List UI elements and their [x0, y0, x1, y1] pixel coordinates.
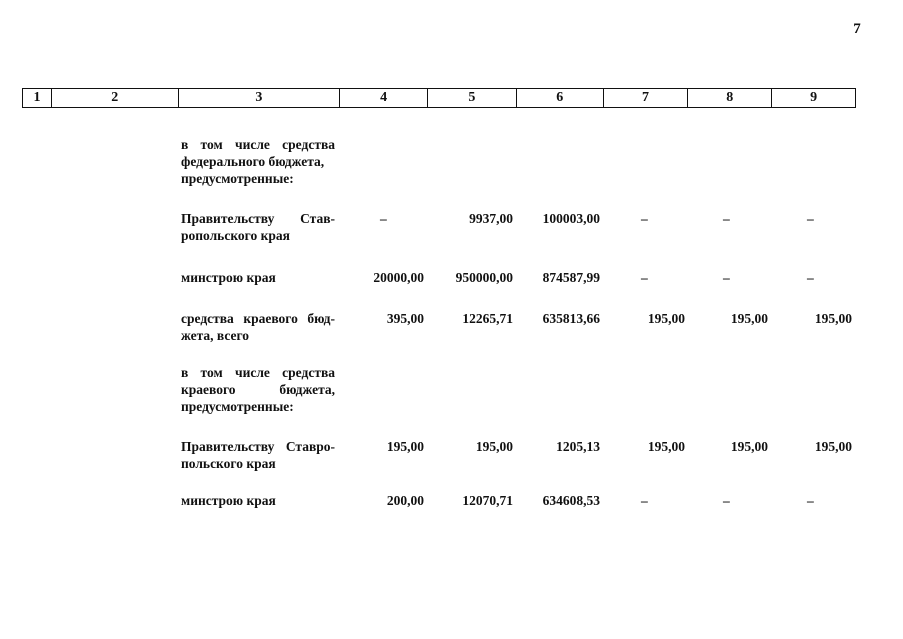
cell-col-6: 100003,00 — [542, 211, 600, 226]
cell-col-5: 9937,00 — [469, 211, 513, 226]
cell-col-9: – — [807, 270, 814, 285]
header-col-7: 7 — [604, 89, 689, 107]
row-label-line: жета, всего — [181, 328, 250, 343]
row-label — [181, 310, 335, 344]
cell-col-6: 634608,53 — [542, 493, 600, 508]
row-label-line: ропольского края — [181, 228, 290, 243]
header-col-4: 4 — [340, 89, 428, 107]
row-label-line: минстрою края — [181, 270, 276, 285]
row-label — [181, 210, 335, 244]
cell-col-5: 195,00 — [475, 439, 513, 454]
cell-col-8: 195,00 — [730, 311, 768, 326]
cell-col-4: 200,00 — [386, 493, 424, 508]
row-label-line: Правительству Став- — [181, 211, 335, 226]
row-label — [181, 136, 335, 187]
header-col-9: 9 — [810, 90, 818, 105]
row-label-line: польского края — [181, 456, 276, 471]
cell-col-9: 195,00 — [814, 311, 852, 326]
row-label-line: предусмотренные: — [181, 171, 294, 186]
header-col-8: 8 — [688, 89, 772, 107]
cell-col-6: 1205,13 — [556, 439, 600, 454]
cell-col-8: – — [723, 270, 730, 285]
row-label — [181, 364, 335, 415]
row-label-line: минстрою края — [181, 493, 276, 508]
table-header — [22, 88, 856, 108]
row-label-line: средства краевого бюд- — [181, 311, 335, 326]
row-label-line: Правительству Ставро- — [181, 439, 335, 454]
row-label-line: краевого бюджета, — [181, 382, 335, 397]
row-label — [181, 438, 335, 472]
cell-col-5: 12265,71 — [462, 311, 513, 326]
cell-col-5: 12070,71 — [462, 493, 513, 508]
header-col-3: 3 — [179, 89, 341, 107]
cell-col-9: 195,00 — [814, 439, 852, 454]
page-number: 7 — [853, 21, 861, 37]
cell-col-7: – — [641, 493, 648, 508]
header-col-1: 1 — [23, 89, 52, 107]
cell-col-4: – — [380, 211, 387, 226]
row-label-line: в том числе средства — [181, 137, 335, 152]
cell-col-7: 195,00 — [647, 311, 685, 326]
cell-col-7: 195,00 — [647, 439, 685, 454]
cell-col-8: – — [723, 211, 730, 226]
cell-col-4: 20000,00 — [373, 270, 424, 285]
cell-col-6: 635813,66 — [542, 311, 600, 326]
cell-col-4: 395,00 — [386, 311, 424, 326]
cell-col-4: 195,00 — [386, 439, 424, 454]
cell-col-6: 874587,99 — [542, 270, 600, 285]
cell-col-7: – — [641, 211, 648, 226]
cell-col-9: – — [807, 493, 814, 508]
cell-col-8: 195,00 — [730, 439, 768, 454]
row-label — [181, 492, 335, 509]
header-col-5: 5 — [428, 89, 517, 107]
row-label — [181, 269, 335, 286]
cell-col-8: – — [723, 493, 730, 508]
cell-col-5: 950000,00 — [455, 270, 513, 285]
cell-col-7: – — [641, 270, 648, 285]
header-col-6: 6 — [517, 89, 604, 107]
header-col-2: 2 — [52, 89, 179, 107]
row-label-line: в том числе средства — [181, 365, 335, 380]
row-label-line: федерального бюджета, — [181, 154, 325, 169]
row-label-line: предусмотренные: — [181, 399, 294, 414]
cell-col-9: – — [807, 211, 814, 226]
